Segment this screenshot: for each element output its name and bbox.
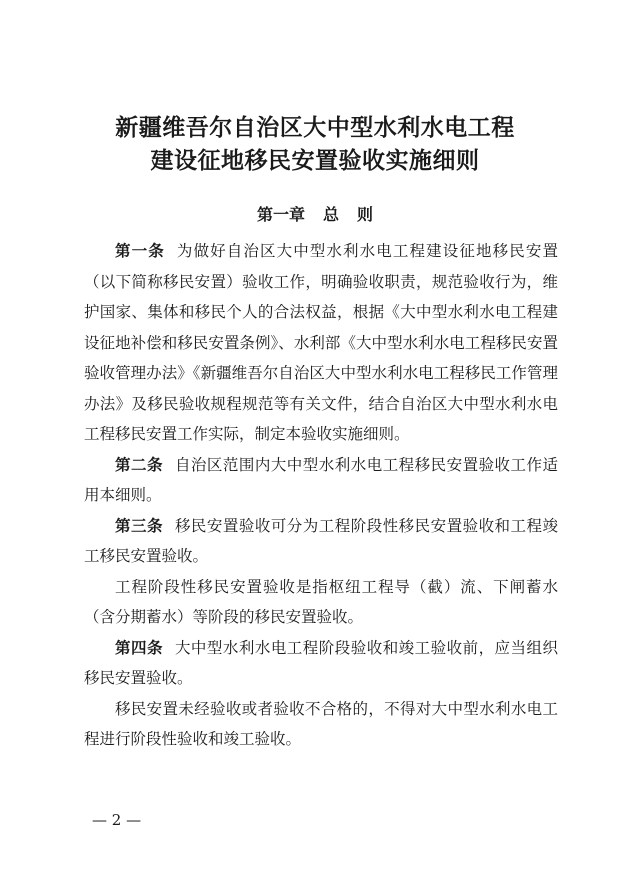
paragraph-text: 工程阶段性移民安置验收是指枢纽工程导（截）流、下闸蓄水（含分期蓄水）等阶段的移民安置验收。 — [84, 577, 558, 626]
article-label: 第一条 — [115, 242, 165, 260]
chapter-name-part-2: 则 — [357, 205, 374, 224]
document-title-line-1: 新疆维吾尔自治区大中型水利水电工程 — [115, 114, 515, 141]
document-title-line-2: 建设征地移民安置验收实施细则 — [150, 147, 480, 174]
article-label: 第四条 — [115, 638, 163, 657]
page-number: — 2 — — [92, 811, 142, 829]
chapter-number: 第一章 — [256, 205, 305, 224]
article-label: 第二条 — [115, 455, 163, 474]
article-label: 第三条 — [115, 516, 163, 535]
article-text: 大中型水利水电工程阶段验收和竣工验收前，应当组织移民安置验收。 — [84, 638, 558, 687]
article-paragraph — [84, 633, 558, 694]
article-text: 移民安置验收可分为工程阶段性移民安置验收和工程竣工移民安置验收。 — [84, 516, 558, 565]
document-body — [84, 236, 558, 755]
sub-paragraph — [84, 694, 558, 755]
article-paragraph — [84, 511, 558, 572]
article-paragraph — [84, 450, 558, 511]
chapter-name-part-1: 总 — [322, 205, 339, 224]
article-paragraph — [84, 236, 558, 450]
paragraph-text: 移民安置未经验收或者验收不合格的，不得对大中型水利水电工程进行阶段性验收和竣工验收。 — [84, 699, 558, 748]
sub-paragraph — [84, 572, 558, 633]
article-text: 自治区范围内大中型水利水电工程移民安置验收工作适用本细则。 — [84, 455, 558, 504]
chapter-heading — [0, 203, 630, 227]
article-text: 为做好自治区大中型水利水电工程建设征地移民安置（以下简称移民安置）验收工作，明确验收职责，规范验收行为，维护国家、集体和移民个人的合法权益，根据《大中型水利水电工程建设征地补偿和移民安置条例》、水利部《大中型水利水电工程移民安置验收管理办法》《新疆维吾尔自治区大中型水利水电工程移民工作管理办法》及移民验收规程规范等有关文件，结合自治区大中型水利水电工程移民安置工作实际，制定本验收实施细则。 — [84, 242, 558, 443]
